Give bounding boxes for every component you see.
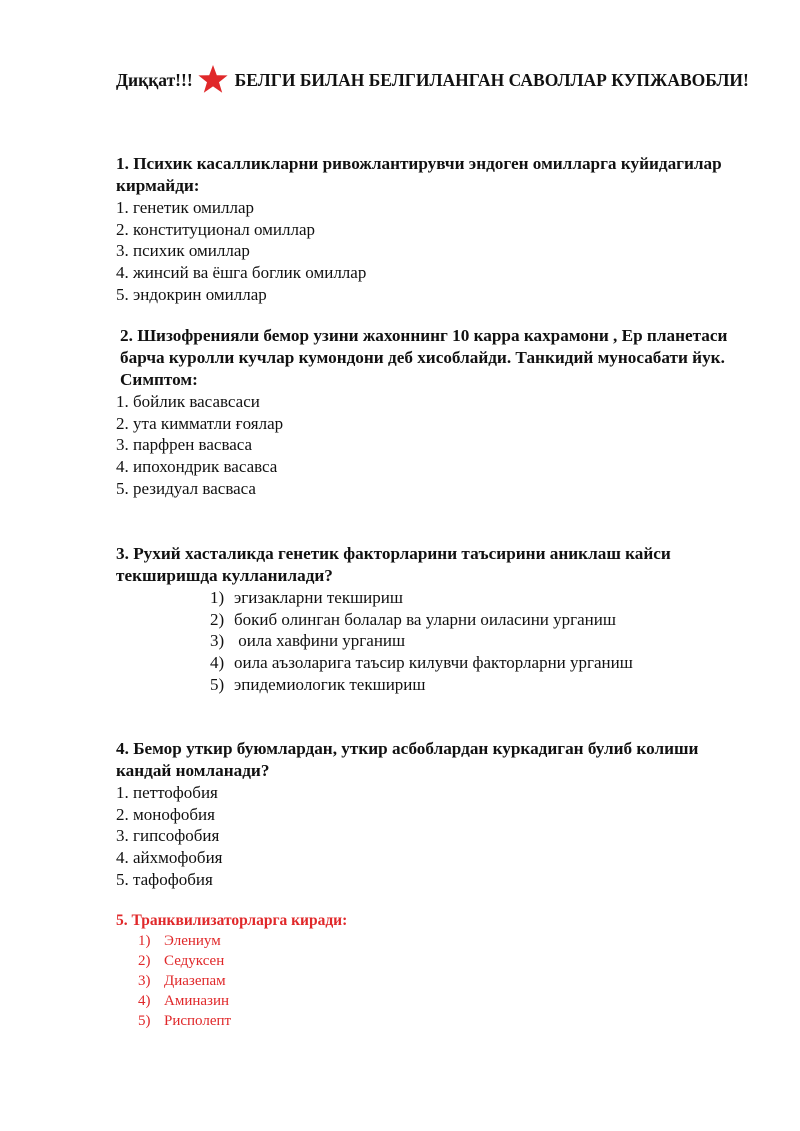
question-1: [116, 153, 756, 306]
question-3-option-2-text: бокиб олинган болалар ва уларни оиласини урганиш: [234, 609, 616, 629]
question-5-title: 5. Транквилизаторларга киради:: [116, 912, 348, 929]
question-5-option-3: [116, 971, 756, 991]
question-5: [116, 911, 756, 1031]
question-3-option-1: [116, 587, 756, 609]
question-4: [116, 738, 756, 891]
question-4-option-5: 5. тафофобия: [116, 869, 213, 889]
question-3-option-5-text: эпидемиологик текшириш: [234, 674, 426, 694]
question-5-option-1: [116, 931, 756, 951]
question-1-title: 1. Психик касалликларни ривожлантирувчи эндоген омилларга куйидагилар кирмайди:: [116, 154, 722, 195]
warning-prefix: Диққат!!!: [116, 70, 193, 90]
question-5-option-3-number: 3): [138, 973, 151, 989]
question-3-option-3-number: 3): [210, 631, 225, 651]
question-5-option-2-text: Седуксен: [164, 953, 225, 969]
question-2-option-3: 3. парфрен васваса: [116, 435, 253, 455]
question-3-option-3-text: оила хавфини урганиш: [234, 631, 406, 651]
question-4-option-4: 4. айхмофобия: [116, 848, 223, 868]
question-5-option-2-number: 2): [138, 953, 151, 969]
question-3-option-4: [116, 652, 756, 674]
question-5-option-1-number: 1): [138, 933, 151, 949]
question-1-option-4: 4. жинсий ва ёшга боглик омиллар: [116, 263, 367, 283]
question-3-option-4-number: 4): [210, 653, 225, 673]
question-1-option-1: 1. генетик омиллар: [116, 198, 255, 217]
question-3-option-2-number: 2): [210, 609, 225, 629]
question-1-option-5: 5. эндокрин омиллар: [116, 284, 267, 304]
question-3-option-5: [116, 674, 756, 696]
question-3-option-3: [116, 630, 756, 652]
question-5-option-1-text: Элениум: [164, 933, 221, 949]
question-5-option-4-text: Аминазин: [164, 993, 230, 1009]
question-2-option-5: 5. резидуал васваса: [116, 478, 256, 498]
question-5-option-5-number: 5): [138, 1013, 151, 1029]
question-5-option-4: [116, 991, 756, 1011]
question-5-option-5: [116, 1011, 756, 1031]
question-5-option-2: [116, 951, 756, 971]
question-3-option-2: [116, 609, 756, 631]
question-3-option-5-number: 5): [210, 674, 225, 694]
question-3-title: 3. Рухий хасталикда генетик факторларини таъсирини аниклаш кайси текширишда кулланилади?: [116, 544, 671, 585]
question-3: [116, 543, 756, 696]
question-3-option-1-text: эгизакларни текшириш: [234, 588, 403, 607]
question-3-option-4-text: оила аъзоларига таъсир килувчи факторларни урганиш: [234, 653, 633, 673]
question-2-option-4: 4. ипохондрик васавса: [116, 457, 278, 477]
question-5-option-4-number: 4): [138, 993, 151, 1009]
question-2: [116, 325, 756, 500]
question-1-option-2: 2. конституционал омиллар: [116, 219, 316, 239]
question-4-option-3: 3. гипсофобия: [116, 826, 220, 846]
question-5-option-3-text: Диазепам: [164, 973, 226, 989]
question-1-option-3: 3. психик омиллар: [116, 241, 250, 261]
red-star-icon: [197, 64, 229, 94]
question-4-option-1: 1. петтофобия: [116, 783, 218, 802]
warning-header: [116, 64, 756, 94]
warning-text: БЕЛГИ БИЛАН БЕЛГИЛАНГАН САВОЛЛАР КУПЖАВОБЛИ!: [234, 70, 749, 90]
question-4-option-2: 2. монофобия: [116, 804, 215, 824]
question-2-option-1: 1. бойлик васавсаси: [116, 392, 260, 411]
question-5-option-5-text: Рисполепт: [164, 1013, 232, 1029]
question-4-title: 4. Бемор уткир буюмлардан, уткир асбоблардан куркадиган булиб колиши кандай номланади?: [116, 739, 699, 780]
question-2-title: 2. Шизофренияли бемор узини жахоннинг 10 карра кахрамони , Ер планетаси барча куролли кучлар кумондони деб хисоблайди. Танкидий муносабати йук. Симптом:: [120, 326, 728, 389]
question-3-option-1-number: 1): [210, 588, 225, 607]
question-2-option-2: 2. ута кимматли ғоялар: [116, 413, 284, 433]
